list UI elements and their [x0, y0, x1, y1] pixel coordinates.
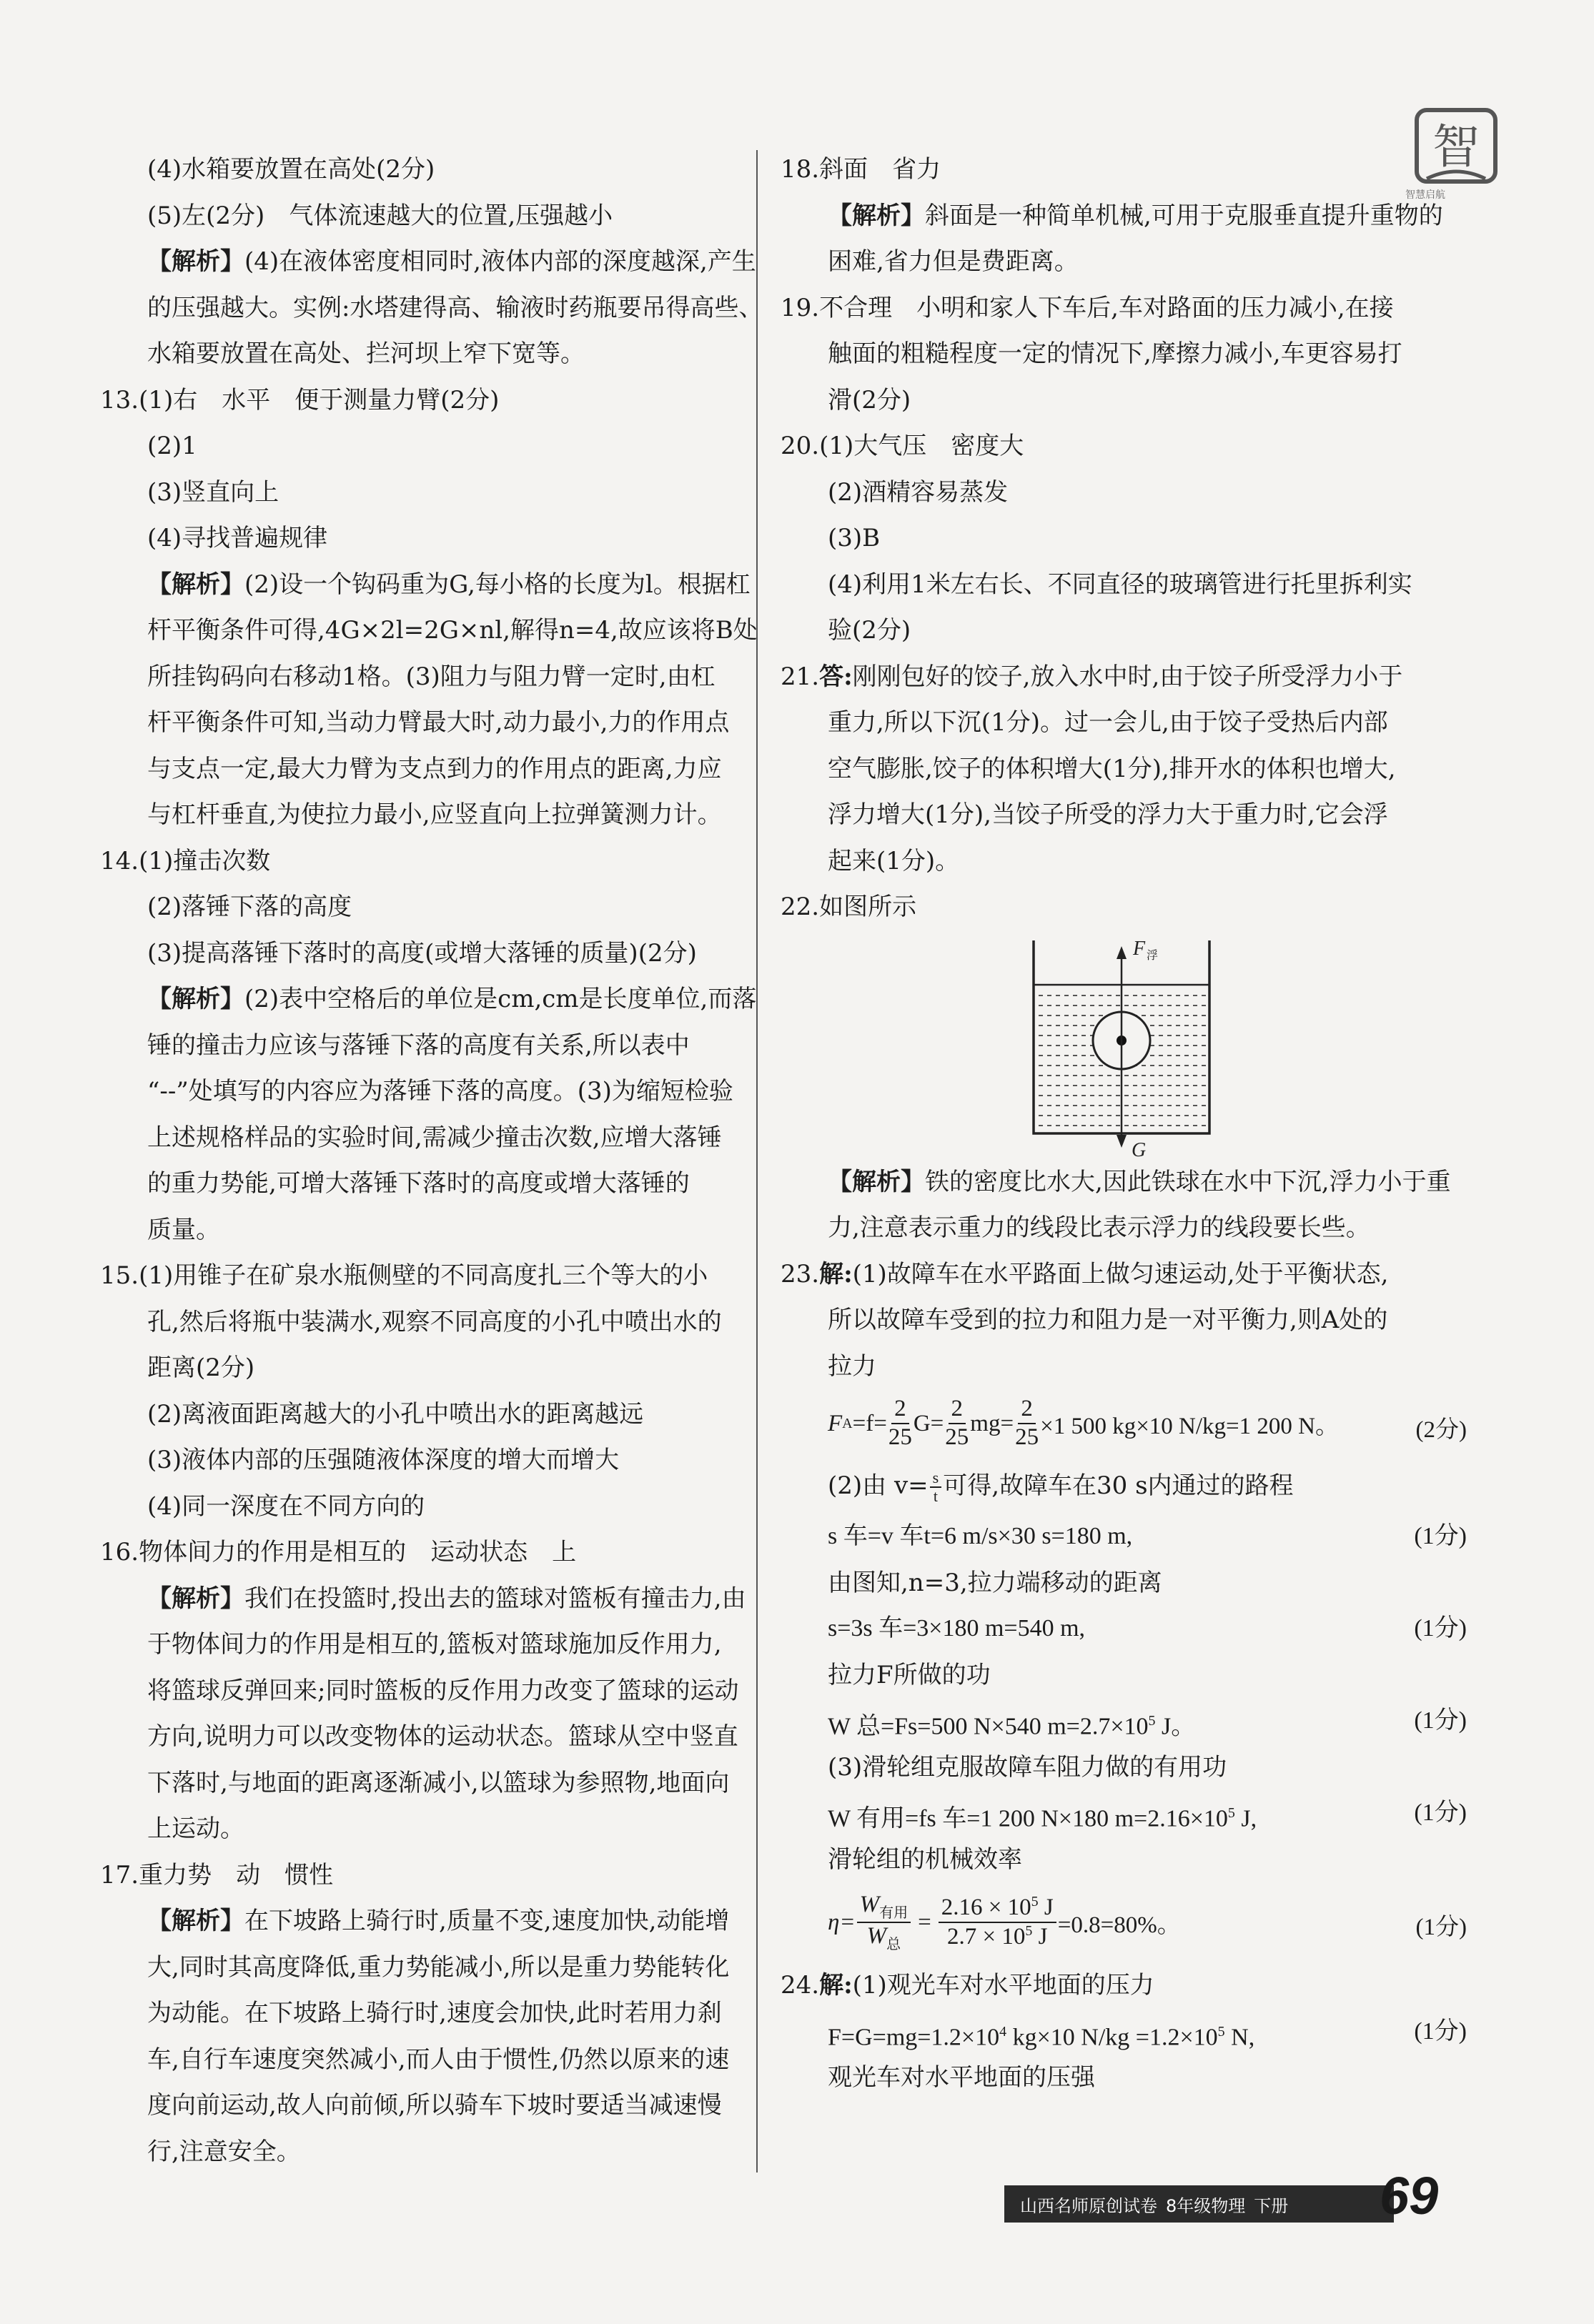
analysis-line: 【解析】我们在投篮时,投出去的篮球对篮板有撞击力,由 [147, 1584, 746, 1613]
buoyancy-arrowhead [1117, 946, 1127, 959]
text-line: 滑轮组的机械效率 [828, 1844, 1022, 1874]
label-F-sub: 浮 [1147, 948, 1159, 962]
question-19: 19.不合理 小明和家人下车后,车对路面的压力减小,在接 [781, 293, 1394, 322]
score: (2分) [1415, 1417, 1467, 1443]
text-line: (4)寻找普遍规律 [147, 524, 328, 552]
analysis-tag: 【解析】 [147, 1907, 244, 1935]
text-line: 拉力 [828, 1351, 876, 1381]
force-diagram-svg [781, 930, 1467, 1159]
gravity-arrowhead [1117, 1135, 1127, 1148]
text-line: 所以故障车受到的拉力和阻力是一对平衡力,则A处的 [828, 1306, 1388, 1334]
text-line: (3)B [828, 524, 881, 552]
text-line: (3)提高落锤下落时的高度(或增大落锤的质量)(2分) [147, 938, 697, 968]
grade-subject: 8年级物理 [1166, 2195, 1246, 2216]
text-line: 质量。 [147, 1215, 220, 1244]
analysis-line: 【解析】斜面是一种简单机械,可用于克服垂直提升重物的 [828, 201, 1443, 230]
text-line: 杆平衡条件可知,当动力臂最大时,动力最小,力的作用点 [147, 708, 730, 737]
text-line: 距离(2分) [147, 1354, 255, 1382]
text-line: 方向,说明力可以改变物体的运动状态。篮球从空中竖直 [147, 1722, 738, 1751]
question-24: 24.解:(1)观光车对水平地面的压力 [781, 1971, 1154, 2000]
equation-distance: s 车=v 车t=6 m/s×30 s=180 m, (1分) [781, 1514, 1467, 1560]
analysis-line: 【解析】铁的密度比水大,因此铁球在水中下沉,浮力小于重 [828, 1167, 1451, 1196]
equation-useful-work: W 有用=fs 车=1 200 N×180 $m=2.16\times 10^5$ J, (1分) [781, 1790, 1467, 1837]
equation-efficiency: η= $\frac{W_{有用}}{W_总}$ = $\frac{2.16 \times 10^5 J}{2.7 \times 10^5 J}$ =0.8=80%。 (1分) [828, 1892, 1467, 1952]
question-18: 18.斜面 省力 [781, 155, 941, 184]
score: (1分) [1414, 1799, 1467, 1826]
text-line: (2)1 [147, 432, 197, 460]
equation-pull-distance: s=3s 车=3×180 m=540 m, (1分) [781, 1606, 1467, 1652]
analysis-line: 【解析】在下坡路上骑行时,质量不变,速度加快,动能增 [147, 1907, 730, 1935]
text-line: 空气膨胀,饺子的体积增大(1分),排开水的体积也增大, [828, 754, 1396, 783]
question-20: 20.(1)大气压 密度大 [781, 432, 1024, 460]
text-line: 为动能。在下坡路上骑行时,速度会加快,此时若用力刹 [147, 1999, 722, 2027]
force-diagram [781, 930, 1467, 1159]
footer-bar [1004, 2185, 1394, 2223]
text-line: (5)左(2分) 气体流速越大的位置,压强越小 [147, 201, 613, 230]
solution-tag: 解: [819, 1971, 853, 2000]
text-line: “--”处填写的内容应为落锤下落的高度。(3)为缩短检验 [147, 1077, 733, 1106]
text-line: 锤的撞击力应该与落锤下落的高度有关系,所以表中 [147, 1031, 690, 1060]
text-line: 的重力势能,可增大落锤下落时的高度或增大落锤的 [147, 1169, 690, 1198]
text-line: 重力,所以下沉(1分)。过一会儿,由于饺子受热后内部 [828, 708, 1388, 737]
equation-pressure-force: $F=G=mg=1.2\times 10^4$ kg×10 $N/kg =1.2\times 10^5$ N, (1分) [781, 2009, 1467, 2055]
right-column [781, 147, 1467, 2101]
text-line: (3)液体内部的压强随液体深度的增大而增大 [147, 1446, 620, 1474]
left-column [100, 147, 763, 2175]
text-line: (2)由 v= $\frac{s}{t}$ 可得,故障车在30 s内通过的路程 [828, 1468, 1294, 1505]
text-line: (3)竖直向上 [147, 477, 279, 507]
solution-tag: 解: [819, 1259, 853, 1288]
equation-total-work: W 总=Fs=500 N×540 $m=2.7\times 10^5$ J。 (1分) [781, 1698, 1467, 1744]
text-line: 力,注意表示重力的线段比表示浮力的线段要长些。 [828, 1213, 1370, 1242]
score: (1分) [1414, 1707, 1467, 1734]
label-F: F [1133, 937, 1146, 960]
text-line: (3)滑轮组克服故障车阻力做的有用功 [828, 1752, 1227, 1782]
text-line: 观光车对水平地面的压强 [828, 2063, 1095, 2092]
text-line: 拉力F所做的功 [828, 1660, 991, 1689]
answer-tag: 答: [819, 662, 853, 691]
text-line: 于物体间力的作用是相互的,篮板对篮球施加反作用力, [147, 1630, 722, 1659]
question-15: 15.(1)用锥子在矿泉水瓶侧壁的不同高度扎三个等大的小 [100, 1261, 708, 1290]
text-line: 浮力增大(1分),当饺子所受的浮力大于重力时,它会浮 [828, 800, 1388, 829]
text-line: (2)离液面距离越大的小孔中喷出水的距离越远 [147, 1399, 644, 1429]
text-line: 验(2分) [828, 616, 911, 645]
score: (1分) [1415, 1915, 1467, 1940]
text-line: (2)酒精容易蒸发 [828, 477, 1009, 507]
text-line: 上述规格样品的实验时间,需减少撞击次数,应增大落锤 [147, 1123, 722, 1152]
text-line: 所挂钩码向右移动1格。(3)阻力与阻力臂一定时,由杠 [147, 662, 716, 691]
question-17: 17.重力势 动 惯性 [100, 1860, 334, 1890]
text-line: 由图知,n=3,拉力端移动的距离 [828, 1568, 1162, 1597]
analysis-tag: 【解析】 [147, 985, 244, 1013]
question-23: 23.解:(1)故障车在水平路面上做匀速运动,处于平衡状态, [781, 1259, 1389, 1288]
analysis-line: 【解析】(2)表中空格后的单位是cm,cm是长度单位,而落 [147, 985, 757, 1013]
fraction: $\frac{2}{25}$ [945, 1396, 969, 1450]
text-line: 行,注意安全。 [147, 2137, 301, 2166]
question-22: 22.如图所示 [781, 893, 917, 921]
analysis-tag: 【解析】 [147, 1584, 244, 1613]
text-line: 滑(2分) [828, 385, 911, 414]
text-line: 与杠杆垂直,为使拉力最小,应竖直向上拉弹簧测力计。 [147, 800, 722, 829]
logo-caption: 智慧启航 [1405, 189, 1445, 201]
text-line: 水箱要放置在高处、拦河坝上窄下宽等。 [147, 339, 585, 368]
text-line: 杆平衡条件可得,4G×2l=2G×nl,解得n=4,故应该将B处 [147, 616, 758, 645]
fraction: $\frac{W_{有用}}{W_总}$ [857, 1892, 911, 1953]
question-16: 16.物体间力的作用是相互的 运动状态 上 [100, 1538, 577, 1566]
fraction: $\frac{s}{t}$ [930, 1469, 942, 1505]
analysis-line: 【解析】(2)设一个钩码重为G,每小格的长度为l。根据杠 [147, 570, 751, 599]
text-line: 上运动。 [147, 1814, 244, 1843]
fraction: $\frac{2}{25}$ [888, 1396, 912, 1450]
question-13: 13.(1)右 水平 便于测量力臂(2分) [100, 385, 500, 414]
score: (1分) [1414, 1523, 1467, 1549]
text-line: 将篮球反弹回来;同时篮板的反作用力改变了篮球的运动 [147, 1676, 739, 1705]
analysis-tag: 【解析】 [828, 1167, 925, 1196]
text-line: (4)水箱要放置在高处(2分) [147, 155, 435, 184]
text-line: 度向前运动,故人向前倾,所以骑车下坡时要适当减速慢 [147, 2091, 722, 2120]
page-number: 69 [1380, 2166, 1439, 2225]
question-14: 14.(1)撞击次数 [100, 846, 271, 875]
fraction: $\frac{2.16 \times 10^5 J}{2.7 \times 10^5 J}$ [939, 1894, 1056, 1951]
svg-text:智: 智 [1432, 119, 1480, 174]
analysis-tag: 【解析】 [147, 570, 244, 599]
question-21: 21.答:刚刚包好的饺子,放入水中时,由于饺子所受浮力小于 [781, 662, 1403, 691]
analysis-tag: 【解析】 [828, 201, 925, 230]
text-line: 车,自行车速度突然减小,而人由于惯性,仍然以原来的速 [147, 2045, 730, 2074]
text-line: 孔,然后将瓶中装满水,观察不同高度的小孔中喷出水的 [147, 1307, 722, 1336]
fraction: $\frac{2}{25}$ [1015, 1396, 1039, 1450]
volume: 下册 [1254, 2195, 1289, 2216]
column-divider [756, 150, 758, 2172]
text-line: 困难,省力但是费距离。 [828, 247, 1079, 276]
score: (1分) [1414, 2017, 1467, 2045]
book-title: 山西名师原创试卷 [1020, 2195, 1157, 2216]
text-line: 触面的粗糙程度一定的情况下,摩擦力减小,车更容易打 [828, 339, 1402, 368]
analysis-line: 【解析】(4)在液体密度相同时,液体内部的深度越深,产生 [147, 247, 756, 276]
text-line: (4)利用1米左右长、不同直径的玻璃管进行托里拆利实 [828, 570, 1412, 599]
label-G: G [1132, 1138, 1147, 1159]
text-line: 起来(1分)。 [828, 846, 960, 875]
score: (1分) [1414, 1615, 1467, 1642]
text-line: 下落时,与地面的距离逐渐减小,以篮球为参照物,地面向 [147, 1768, 730, 1797]
analysis-tag: 【解析】 [147, 247, 244, 276]
text-line: 与支点一定,最大力臂为支点到力的作用点的距离,力应 [147, 754, 722, 783]
text-line: (4)同一深度在不同方向的 [147, 1491, 425, 1521]
text-line: 的压强越大。实例:水塔建得高、输液时药瓶要吊得高些、 [147, 293, 763, 322]
text-line: (2)落锤下落的高度 [147, 893, 352, 921]
equation-traction: F A =f= $\frac{2}{25}$ G= $\frac{2}{25}$ mg= $\frac{2}{25}$ ×1 500 kg×10 N/kg=1 200 N。 (2分) [828, 1396, 1467, 1450]
text-line: 大,同时其高度降低,重力势能减小,所以是重力势能转化 [147, 1952, 730, 1982]
